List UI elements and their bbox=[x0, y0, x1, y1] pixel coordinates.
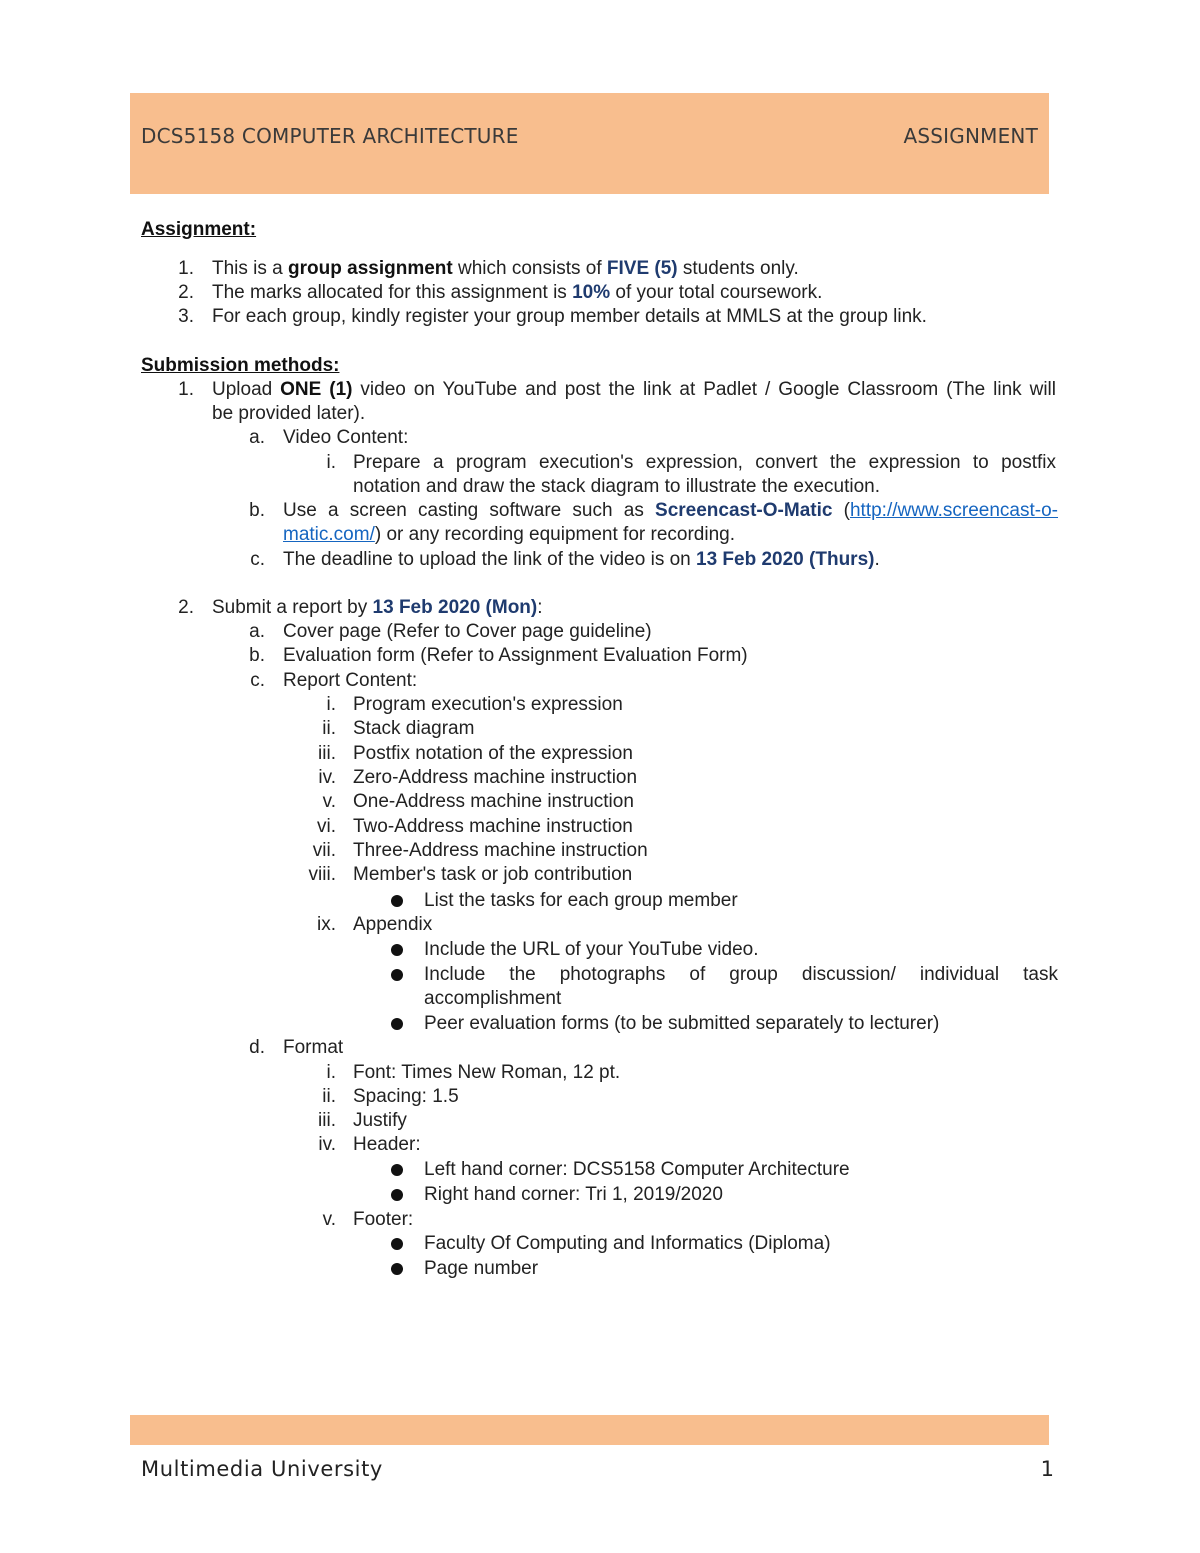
assignment-item-number: 1. bbox=[178, 258, 194, 279]
format-label: Format bbox=[283, 1037, 344, 1058]
header-doc-type: ASSIGNMENT bbox=[903, 124, 1038, 148]
bullet-item: List the tasks for each group member bbox=[424, 890, 738, 911]
bullet-icon bbox=[391, 1164, 403, 1176]
video-content-line-2: notation and draw the stack diagram to illustrate the execution. bbox=[353, 476, 881, 497]
format-item: Font: Times New Roman, 12 pt. bbox=[353, 1062, 621, 1083]
bullet-item: Peer evaluation forms (to be submitted separately to lecturer) bbox=[424, 1013, 940, 1034]
report-content-item: Postfix notation of the expression bbox=[353, 743, 633, 764]
submission-item-2: Submit a report by 13 Feb 2020 (Mon): bbox=[212, 597, 543, 618]
format-item: Footer: bbox=[353, 1209, 414, 1230]
bullet-item-continued: accomplishment bbox=[424, 988, 562, 1009]
assignment-item-number: 3. bbox=[178, 306, 194, 327]
screencast-link-continued[interactable]: matic.com/ bbox=[283, 524, 375, 545]
roman-label: viii. bbox=[308, 864, 336, 885]
footer-band bbox=[130, 1415, 1049, 1445]
bullet-icon bbox=[391, 969, 403, 981]
sub-item-label: b. bbox=[249, 645, 265, 666]
submission-item-1-line-2: be provided later). bbox=[212, 403, 366, 424]
sub-item-label: b. bbox=[249, 500, 265, 521]
header-band bbox=[130, 93, 1049, 194]
format-item: Header: bbox=[353, 1134, 421, 1155]
roman-label: v. bbox=[322, 1209, 336, 1230]
assignment-item-number: 2. bbox=[178, 282, 194, 303]
roman-label: i. bbox=[326, 452, 336, 473]
header-course-title: DCS5158 COMPUTER ARCHITECTURE bbox=[141, 124, 519, 148]
roman-label: iv. bbox=[318, 1134, 336, 1155]
sub-item-label: c. bbox=[250, 670, 265, 691]
sub-item-label: a. bbox=[249, 427, 265, 448]
report-content-item: Member's task or job contribution bbox=[353, 864, 633, 885]
screencast-line-1: Use a screen casting software such as Screencast-O-Matic (http://www.screencast-o- bbox=[283, 500, 1059, 521]
bullet-item: Left hand corner: DCS5158 Computer Architecture bbox=[424, 1159, 850, 1180]
video-content-label: Video Content: bbox=[283, 427, 409, 448]
assignment-item-1: This is a group assignment which consists of FIVE (5) students only. bbox=[212, 258, 799, 279]
roman-label: v. bbox=[322, 791, 336, 812]
bullet-item: Right hand corner: Tri 1, 2019/2020 bbox=[424, 1184, 723, 1205]
roman-label: iii. bbox=[318, 1110, 336, 1131]
roman-label: ii. bbox=[322, 1086, 336, 1107]
bullet-icon bbox=[391, 1189, 403, 1201]
video-content-line-1: Prepare a program execution's expression, convert the expression to postfix bbox=[353, 452, 1056, 473]
format-item: Spacing: 1.5 bbox=[353, 1086, 459, 1107]
roman-label: vii. bbox=[312, 840, 336, 861]
screencast-line-2: matic.com/) or any recording equipment for recording. bbox=[283, 524, 735, 545]
assignment-item-2: The marks allocated for this assignment is 10% of your total coursework. bbox=[212, 282, 823, 303]
report-content-item: Zero-Address machine instruction bbox=[353, 767, 638, 788]
bullet-item: Faculty Of Computing and Informatics (Diploma) bbox=[424, 1233, 831, 1254]
roman-label: ix. bbox=[317, 914, 336, 935]
roman-label: i. bbox=[326, 694, 336, 715]
bullet-item: Include the URL of your YouTube video. bbox=[424, 939, 759, 960]
bullet-icon bbox=[391, 1238, 403, 1250]
submission-item-number: 2. bbox=[178, 597, 194, 618]
cover-page-item: Cover page (Refer to Cover page guideline) bbox=[283, 621, 652, 642]
video-deadline: The deadline to upload the link of the video is on 13 Feb 2020 (Thurs). bbox=[283, 549, 880, 570]
footer-university: Multimedia University bbox=[141, 1457, 383, 1481]
submission-heading: Submission methods: bbox=[141, 355, 340, 376]
screencast-link[interactable]: http://www.screencast-o- bbox=[849, 500, 1059, 521]
sub-item-label: a. bbox=[249, 621, 265, 642]
roman-label: i. bbox=[326, 1062, 336, 1083]
report-content-label: Report Content: bbox=[283, 670, 418, 691]
bullet-item: Include the photographs of group discussion/ individual task bbox=[424, 964, 1058, 985]
roman-label: iii. bbox=[318, 743, 336, 764]
sub-item-label: d. bbox=[249, 1037, 265, 1058]
assignment-heading: Assignment: bbox=[141, 219, 257, 240]
bullet-icon bbox=[391, 944, 403, 956]
appendix-label: Appendix bbox=[353, 914, 433, 935]
roman-label: ii. bbox=[322, 718, 336, 739]
evaluation-form-item: Evaluation form (Refer to Assignment Evaluation Form) bbox=[283, 645, 748, 666]
bullet-icon bbox=[391, 1263, 403, 1275]
roman-label: iv. bbox=[318, 767, 336, 788]
bullet-icon bbox=[391, 1018, 403, 1030]
sub-item-label: c. bbox=[250, 549, 265, 570]
submission-item-1-line-1: Upload ONE (1) video on YouTube and post the link at Padlet / Google Classroom (The link will bbox=[212, 379, 1056, 400]
report-content-item: Two-Address machine instruction bbox=[353, 816, 633, 837]
report-content-item: Three-Address machine instruction bbox=[353, 840, 648, 861]
report-content-item: One-Address machine instruction bbox=[353, 791, 634, 812]
bullet-item: Page number bbox=[424, 1258, 539, 1279]
bullet-icon bbox=[391, 895, 403, 907]
format-item: Justify bbox=[353, 1110, 407, 1131]
assignment-item-3: For each group, kindly register your group member details at MMLS at the group link. bbox=[212, 306, 927, 327]
report-content-item: Stack diagram bbox=[353, 718, 475, 739]
report-content-item: Program execution's expression bbox=[353, 694, 623, 715]
page-number: 1 bbox=[1040, 1457, 1054, 1481]
roman-label: vi. bbox=[317, 816, 336, 837]
submission-item-number: 1. bbox=[178, 379, 194, 400]
